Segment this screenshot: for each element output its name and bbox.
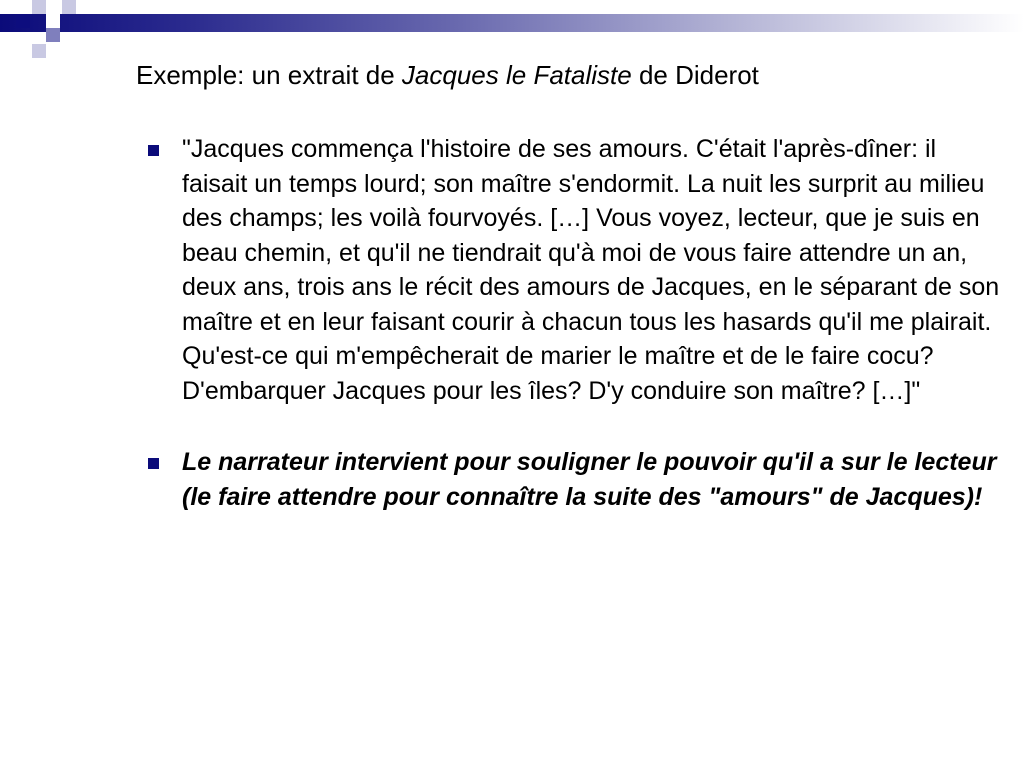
bullet-item-quote (144, 132, 1004, 408)
bullet-item-commentary (144, 445, 1004, 514)
bullet-list (144, 132, 1004, 514)
decor-square-light (32, 0, 46, 14)
decor-square-mid (46, 28, 60, 42)
gradient-band (0, 14, 1024, 32)
title-suffix: de Diderot (631, 60, 759, 90)
decor-square-light (62, 0, 76, 14)
decor-square-light (32, 44, 46, 58)
title-prefix: Exemple: un extrait de (136, 60, 402, 90)
decor-square-white (46, 14, 60, 28)
square-bullet-icon (148, 145, 159, 156)
decor-square-dark (16, 14, 30, 28)
slide-title (136, 58, 1006, 92)
square-bullet-icon (148, 458, 159, 469)
title-work: Jacques le Fataliste (401, 60, 632, 90)
bullet-text-commentary: Le narrateur intervient pour souligner le pouvoir qu'il a sur le lecteur (le faire attendre pour connaître la suite des "amours" de Jacques)! (182, 448, 997, 511)
bullet-text-quote: "Jacques commença l'histoire de ses amours. C'était l'après-dîner: il faisait un temps lourd; son maître s'endormit. La nuit les surprit au milieu des champs; les voilà fourvoyés. […] Vous voyez, lecteur, que je suis en beau chemin, et qu'il ne tiendrait qu'à moi de vous faire attendre un an, deux ans, trois ans le récit des amours de Jacques, en le séparant de son maître et en leur faisant courir à chacun tous les hasards qu'il me plairait. Qu'est-ce qui m'empêcherait de marier le maître et de le faire cocu? D'embarquer Jacques pour les îles? D'y conduire son maître? […]" (182, 135, 1000, 405)
